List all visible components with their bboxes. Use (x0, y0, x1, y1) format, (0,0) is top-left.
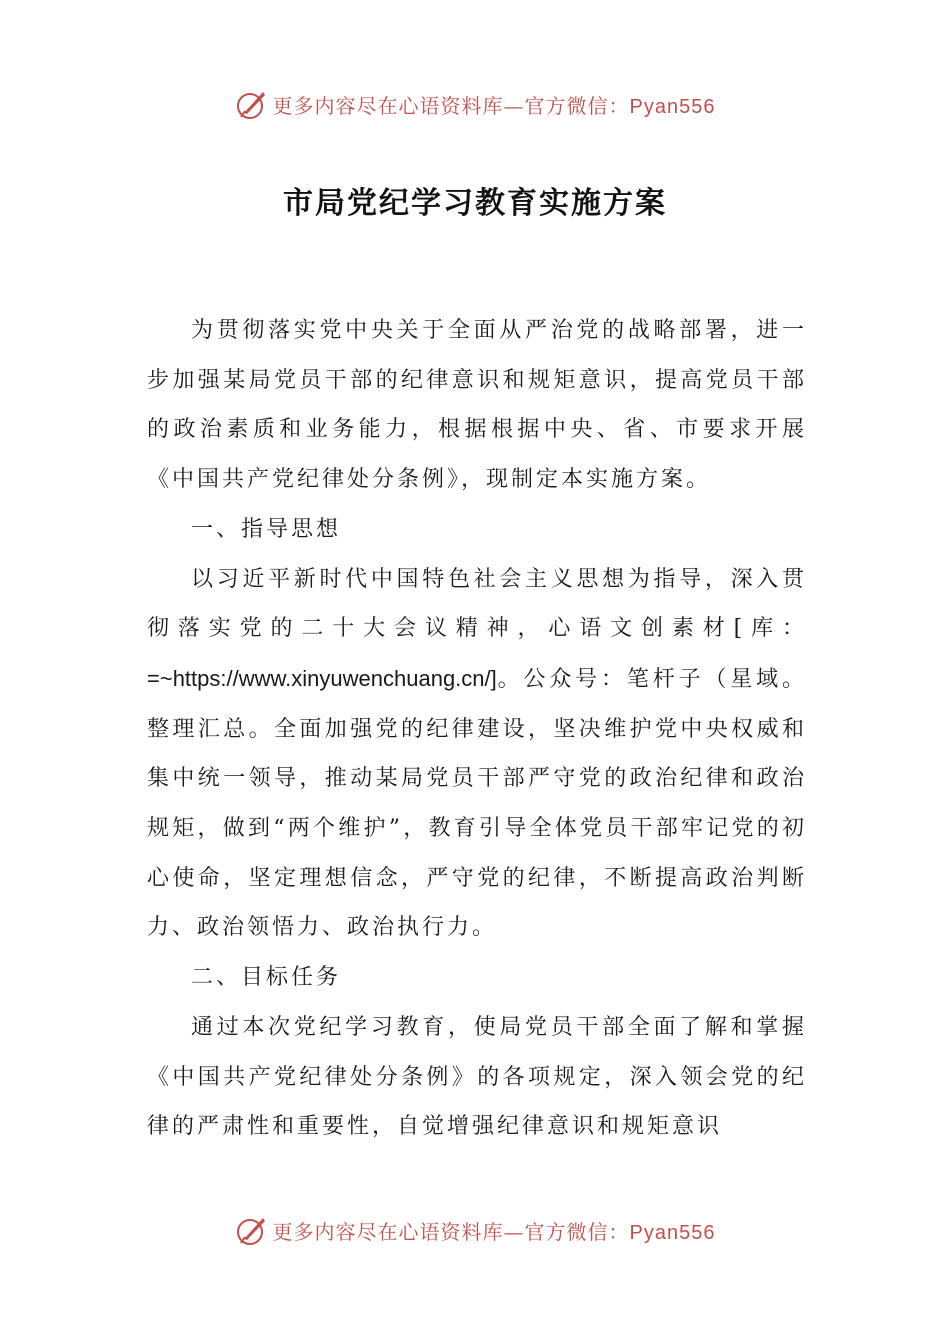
banner-wechat-id: Pyan556 (629, 1221, 716, 1244)
banner-dash: — (503, 93, 525, 118)
banner-dash: — (503, 1219, 525, 1244)
footer-banner (0, 1210, 950, 1250)
document-body (147, 306, 807, 1152)
intro-paragraph: 为贯彻落实党中央关于全面从严治党的战略部署，进一步加强某局党员干部的纪律意识和规矩意识，提高党员干部的政治素质和业务能力，根据根据中央、省、市要求开展《中国共产党纪律处分条例》，现制定本实施方案。 (147, 318, 807, 493)
banner-wechat-label: 官方微信： (524, 1219, 630, 1244)
header-banner (0, 84, 950, 124)
guiding-thought-paragraph (147, 555, 807, 954)
section-heading-1: 一、指导思想 (191, 516, 342, 542)
quill-logo-icon (235, 1213, 269, 1247)
section-heading-2: 二、目标任务 (191, 965, 342, 991)
banner-wechat-label: 官方微信： (524, 93, 630, 118)
guiding-thought-text-a: 以习近平新时代中国特色社会主义思想为指导，深入贯彻落实党的二十大会议精神，心语文创素材[库： (147, 566, 807, 642)
source-url: =~https://www.xinyuwenchuang.cn/] (147, 665, 497, 691)
goals-paragraph: 通过本次党纪学习教育，使局党员干部全面了解和掌握《中国共产党纪律处分条例》的各项规定，深入领会党的纪律的严肃性和重要性，自觉增强纪律意识和规矩意识 (147, 1014, 807, 1140)
banner-main-text: 更多内容尽在心语资料库 (272, 93, 504, 118)
guiding-thought-text-b: 。公众号：笔杆子（星域。整理汇总。全面加强党的纪律建设，坚决维护党中央权威和集中统一领导，推动某局党员干部严守党的政治纪律和政治规矩，做到“两个维护”，教育引导全体党员干部牢记党的初心使命，坚定理想信念，严守党的纪律，不断提高政治判断力、政治领悟力、政治执行力。 (147, 666, 807, 941)
document-title: 市局党纪学习教育实施方案 (283, 186, 667, 221)
banner-wechat-id: Pyan556 (629, 95, 716, 118)
banner-main-text: 更多内容尽在心语资料库 (272, 1219, 504, 1244)
quill-logo-icon (235, 87, 269, 121)
